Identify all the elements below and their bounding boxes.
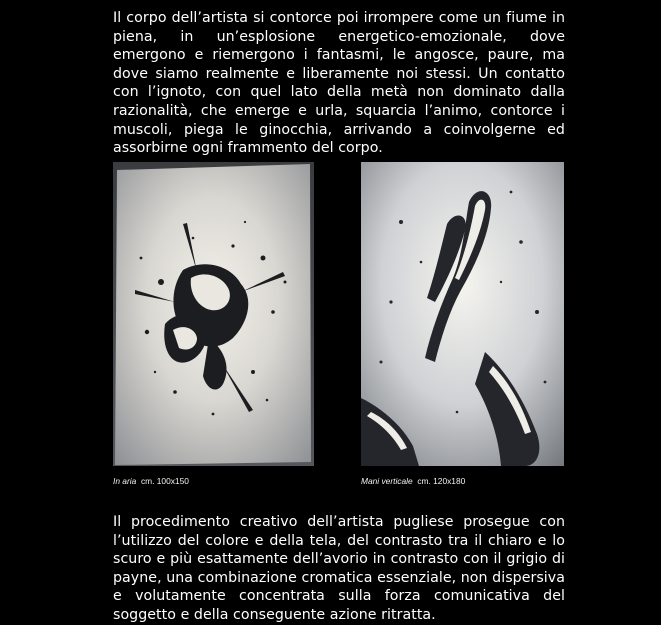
artwork-in-aria-image	[113, 162, 314, 466]
artwork-dimensions: cm. 100x150	[140, 476, 189, 486]
artwork-mani-verticale-image	[361, 162, 564, 466]
outro-paragraph: Il procedimento creativo dell’artista pugliese prosegue con l’utilizzo del colore e della tela, del contrasto tra il chiaro e lo scuro e più esattamente dell’avorio in contrasto con il grigio di payne, una combinazione cromatica essenziale, non dispersiva e volutamente concentrata sulla forza comunicativa del soggetto e della conseguente azione ritratta.	[113, 514, 565, 623]
artwork-title: Mani verticale	[361, 476, 413, 486]
artwork-title: In aria	[113, 476, 137, 486]
intro-paragraph: Il corpo dell’artista si contorce poi irrompere come un fiume in piena, in un’esplosione energetico-emozionale, dove emergono e riemergono i fantasmi, le angosce, paure, ma dove siamo realmente e liberamente noi stessi. Un contatto con l’ignoto, con quel lato della metà non dominato dalla razionalità, che emerge e urla, squarcia l’animo, contorce i muscoli, piega le ginocchia, arrivando a coinvolgerne ed assorbirne ogni frammento del corpo.	[113, 10, 565, 157]
artwork-in-aria-caption	[113, 476, 189, 486]
artwork-mani-verticale-caption	[361, 476, 465, 486]
artwork-dimensions: cm. 120x180	[417, 476, 466, 486]
